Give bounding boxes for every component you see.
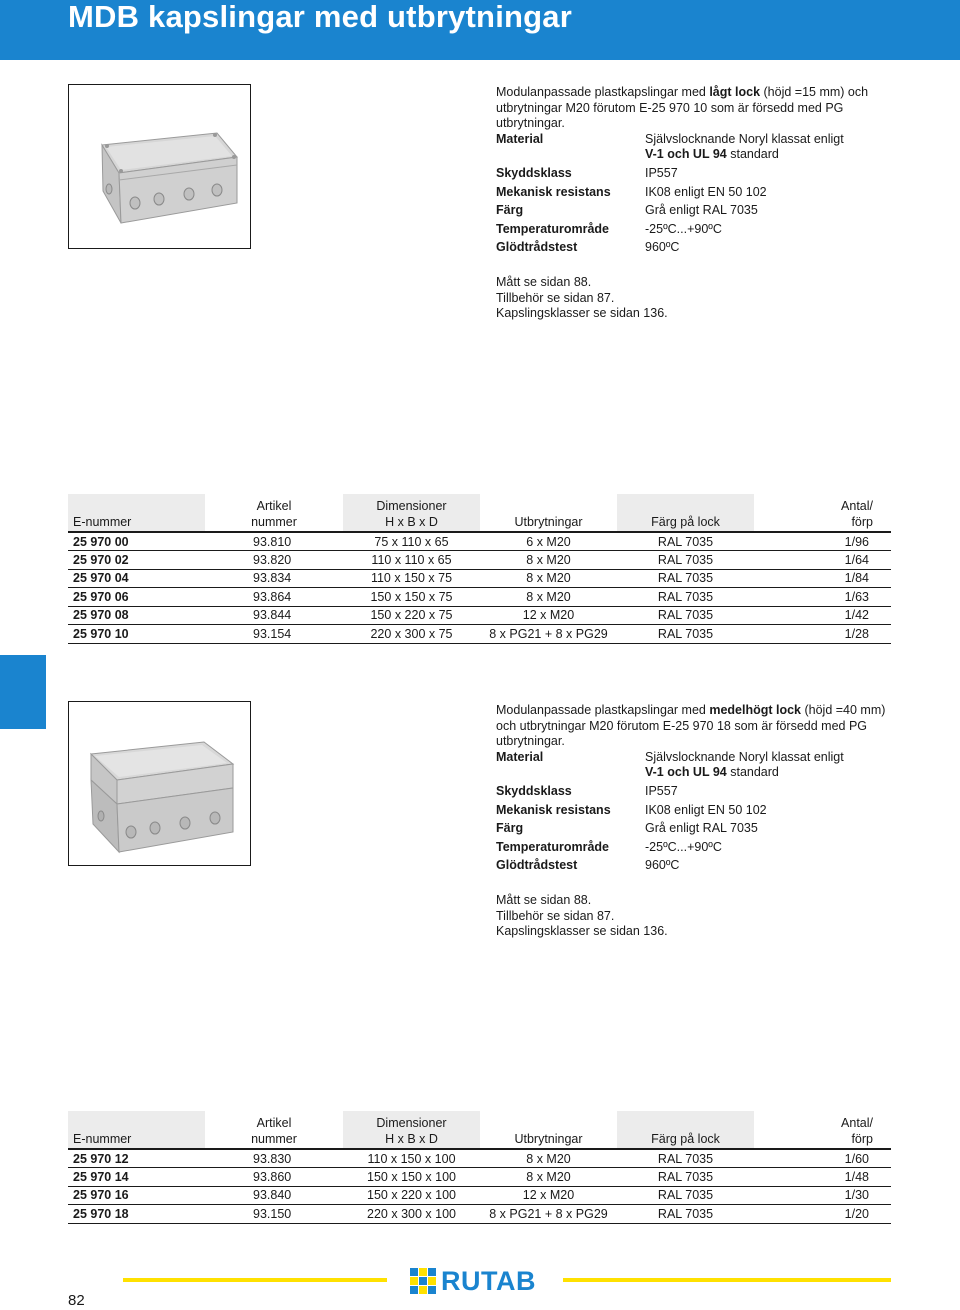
spec-row-glodtrad: Glödtrådstest 960ºC: [496, 240, 680, 255]
spec-row-temperatur: Temperaturområde -25ºC...+90ºC: [496, 839, 722, 854]
side-tab-marker: [0, 655, 46, 729]
col-header-enummer: E-nummer: [68, 1111, 205, 1149]
spec-row-mekanisk: Mekanisk resistans IK08 enligt EN 50 102: [496, 802, 767, 817]
rutab-logo-mark-icon: [410, 1268, 436, 1294]
page-header: [0, 0, 960, 60]
col-header-artikel: Artikel nummer: [251, 1116, 297, 1146]
table-row: 25 970 16 93.840 150 x 220 x 100 12 x M20 RAL 7035 1/30: [68, 1186, 891, 1205]
section1-intro: Modulanpassade plastkapslingar med lågt lock (höjd =15 mm) och utbrytningar M20 förutom E-25 970 10 som är försedd med PG utbrytningar.: [496, 85, 869, 131]
product-photo-low-lid: [68, 84, 251, 249]
col-header-antal: Antal/ förp: [841, 1116, 873, 1146]
section2-product-table: [68, 1111, 891, 1224]
section1-notes: Mått se sidan 88. Tillbehör se sidan 87. Kapslingsklasser se sidan 136.: [496, 274, 668, 321]
section2-intro: Modulanpassade plastkapslingar med medelhögt lock (höjd =40 mm) och utbrytningar M20 förutom E-25 970 18 som är försedd med PG utbrytningar.: [496, 703, 886, 749]
table-row: 25 970 18 93.150 220 x 300 x 100 8 x PG21 + 8 x PG29 RAL 7035 1/20: [68, 1205, 891, 1224]
rutab-logo: [410, 1266, 536, 1296]
col-header-artikel: Artikel nummer: [251, 499, 297, 529]
spec-row-farg: Färg Grå enligt RAL 7035: [496, 821, 758, 836]
spec-row-skyddsklass: Skyddsklass IP557: [496, 783, 678, 798]
col-header-farg: Färg på lock: [617, 494, 754, 532]
col-header-dimensioner: Dimensioner H x B x D: [343, 494, 480, 532]
page-number: 82: [68, 1292, 85, 1309]
col-header-antal: Antal/ förp: [841, 499, 873, 529]
table-row: 25 970 06 93.864 150 x 150 x 75 8 x M20 RAL 7035 1/63: [68, 588, 891, 607]
col-header-utbrytningar: Utbrytningar: [514, 1131, 583, 1146]
spec-row-material: Material Självslocknande Noryl klassat enligt V-1 och UL 94 standard: [496, 131, 844, 162]
col-header-enummer: E-nummer: [68, 494, 205, 532]
footer-rule-left: [123, 1278, 387, 1282]
section1-product-table: [68, 494, 891, 644]
table-row: 25 970 14 93.860 150 x 150 x 100 8 x M20 RAL 7035 1/48: [68, 1168, 891, 1187]
section2-description: [496, 703, 896, 940]
table-row: 25 970 04 93.834 110 x 150 x 75 8 x M20 RAL 7035 1/84: [68, 569, 891, 588]
table-row: 25 970 12 93.830 110 x 150 x 100 8 x M20 RAL 7035 1/60: [68, 1149, 891, 1168]
enclosure-low-lid-image: [69, 85, 249, 247]
section2-notes: Mått se sidan 88. Tillbehör se sidan 87. Kapslingsklasser se sidan 136.: [496, 892, 668, 939]
spec-row-temperatur: Temperaturområde -25ºC...+90ºC: [496, 221, 722, 236]
section1-description: [496, 85, 896, 322]
spec-row-material: Material Självslocknande Noryl klassat enligt V-1 och UL 94 standard: [496, 749, 844, 780]
table-row: 25 970 00 93.810 75 x 110 x 65 6 x M20 RAL 7035 1/96: [68, 532, 891, 551]
table-row: 25 970 08 93.844 150 x 220 x 75 12 x M20 RAL 7035 1/42: [68, 606, 891, 625]
enclosure-medium-lid-image: [69, 702, 249, 864]
product-photo-medium-lid: [68, 701, 251, 866]
col-header-farg: Färg på lock: [617, 1111, 754, 1149]
spec-row-glodtrad: Glödtrådstest 960ºC: [496, 858, 680, 873]
table-header-row: [68, 1111, 891, 1149]
rutab-logo-text: RUTAB: [441, 1266, 536, 1296]
spec-row-farg: Färg Grå enligt RAL 7035: [496, 203, 758, 218]
table-row: 25 970 10 93.154 220 x 300 x 75 8 x PG21 + 8 x PG29 RAL 7035 1/28: [68, 625, 891, 644]
footer-rule-right: [563, 1278, 891, 1282]
spec-row-mekanisk: Mekanisk resistans IK08 enligt EN 50 102: [496, 184, 767, 199]
table-header-row: [68, 494, 891, 532]
col-header-dimensioner: Dimensioner H x B x D: [343, 1111, 480, 1149]
page-title: MDB kapslingar med utbrytningar: [68, 0, 572, 34]
spec-row-skyddsklass: Skyddsklass IP557: [496, 165, 678, 180]
table-row: 25 970 02 93.820 110 x 110 x 65 8 x M20 RAL 7035 1/64: [68, 551, 891, 570]
col-header-utbrytningar: Utbrytningar: [514, 514, 583, 529]
